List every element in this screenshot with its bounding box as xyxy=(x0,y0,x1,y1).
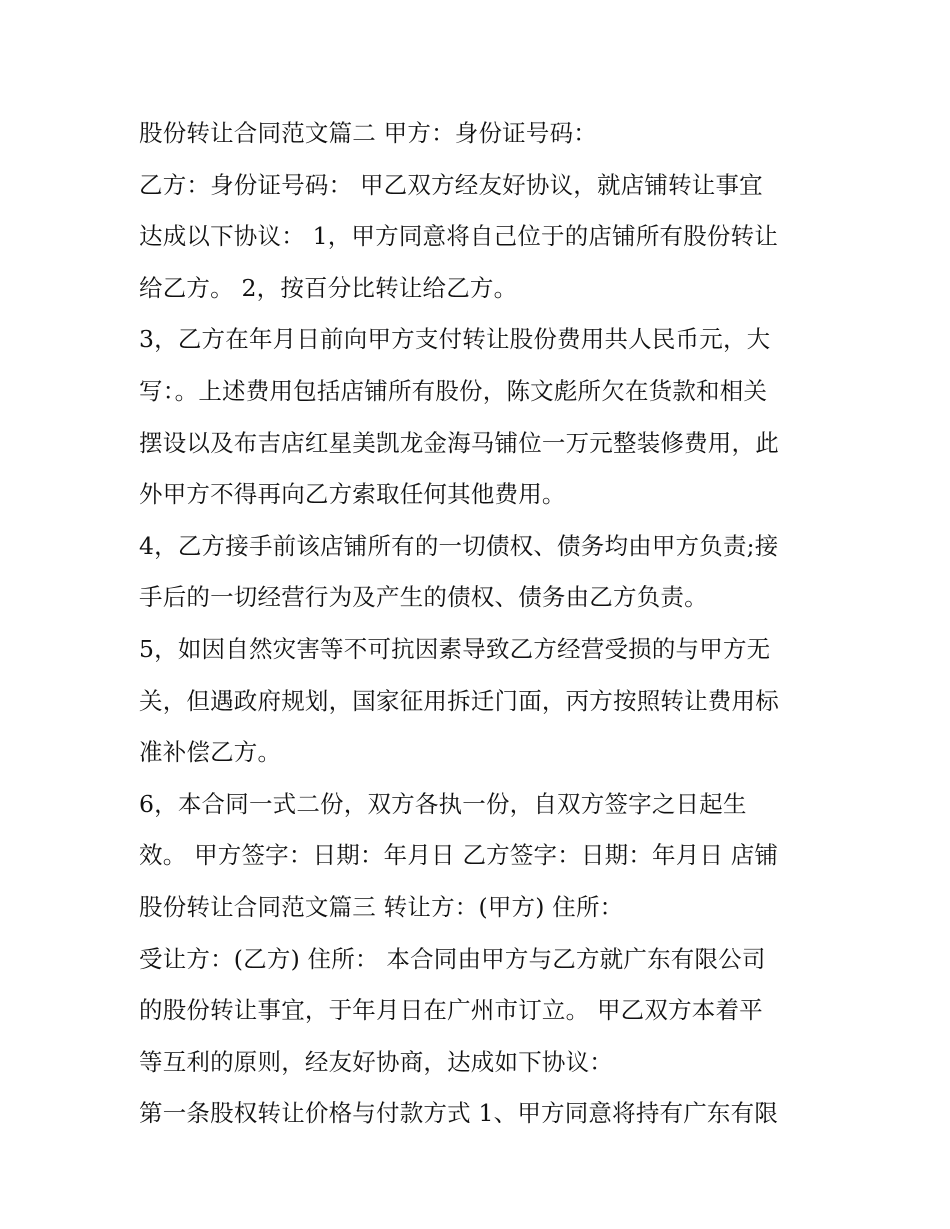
document-body xyxy=(139,108,819,1140)
text-line: 5，如因自然灾害等不可抗因素导致乙方经营受损的与甲方无 xyxy=(139,634,771,663)
text-line: 股份转让合同范文篇三 转让方：(甲方) 住所： xyxy=(139,892,624,921)
text-line: 写：。上述费用包括店铺所有股份，陈文彪所欠在货款和相关 xyxy=(139,376,768,405)
text-line: 达成以下协议： 1，甲方同意将自己位于的店铺所有股份转让 xyxy=(139,222,779,251)
text-line: 摆设以及布吉店红星美凯龙金海马铺位一万元整装修费用，此 xyxy=(139,428,779,457)
text-line: 的股份转让事宜，于年月日在广州市订立。 甲乙双方本着平 xyxy=(139,996,763,1025)
text-line: 6，本合同一式二份，双方各执一份，自双方签字之日起生 xyxy=(139,789,747,818)
text-line: 关，但遇政府规划，国家征用拆迁门面，丙方按照转让费用标 xyxy=(139,686,779,715)
text-line: 股份转让合同范文篇二 甲方：身份证号码： xyxy=(139,119,597,147)
text-line: 第一条股权转让价格与付款方式 1、甲方同意将持有广东有限 xyxy=(139,1099,779,1128)
text-line: 3，乙方在年月日前向甲方支付转让股份费用共人民币元，大 xyxy=(139,325,771,354)
text-line: 准补偿乙方。 xyxy=(139,738,282,767)
text-line: 外甲方不得再向乙方索取任何其他费用。 xyxy=(139,480,566,509)
text-line: 效。 甲方签字：日期：年月日 乙方签字：日期：年月日 店铺 xyxy=(139,841,779,870)
text-line: 手后的一切经营行为及产生的债权、债务由乙方负责。 xyxy=(139,583,708,612)
text-line: 4，乙方接手前该店铺所有的一切债权、债务均由甲方负责;接 xyxy=(139,531,779,560)
text-line: 乙方：身份证号码： 甲乙双方经友好协议，就店铺转让事宜 xyxy=(139,170,763,199)
text-line: 受让方：(乙方) 住所： 本合同由甲方与乙方就广东有限公司 xyxy=(139,944,766,973)
text-line: 给乙方。 2，按百分比转让给乙方。 xyxy=(139,273,518,302)
text-line: 等互利的原则，经友好协商，达成如下协议： xyxy=(139,1047,613,1076)
